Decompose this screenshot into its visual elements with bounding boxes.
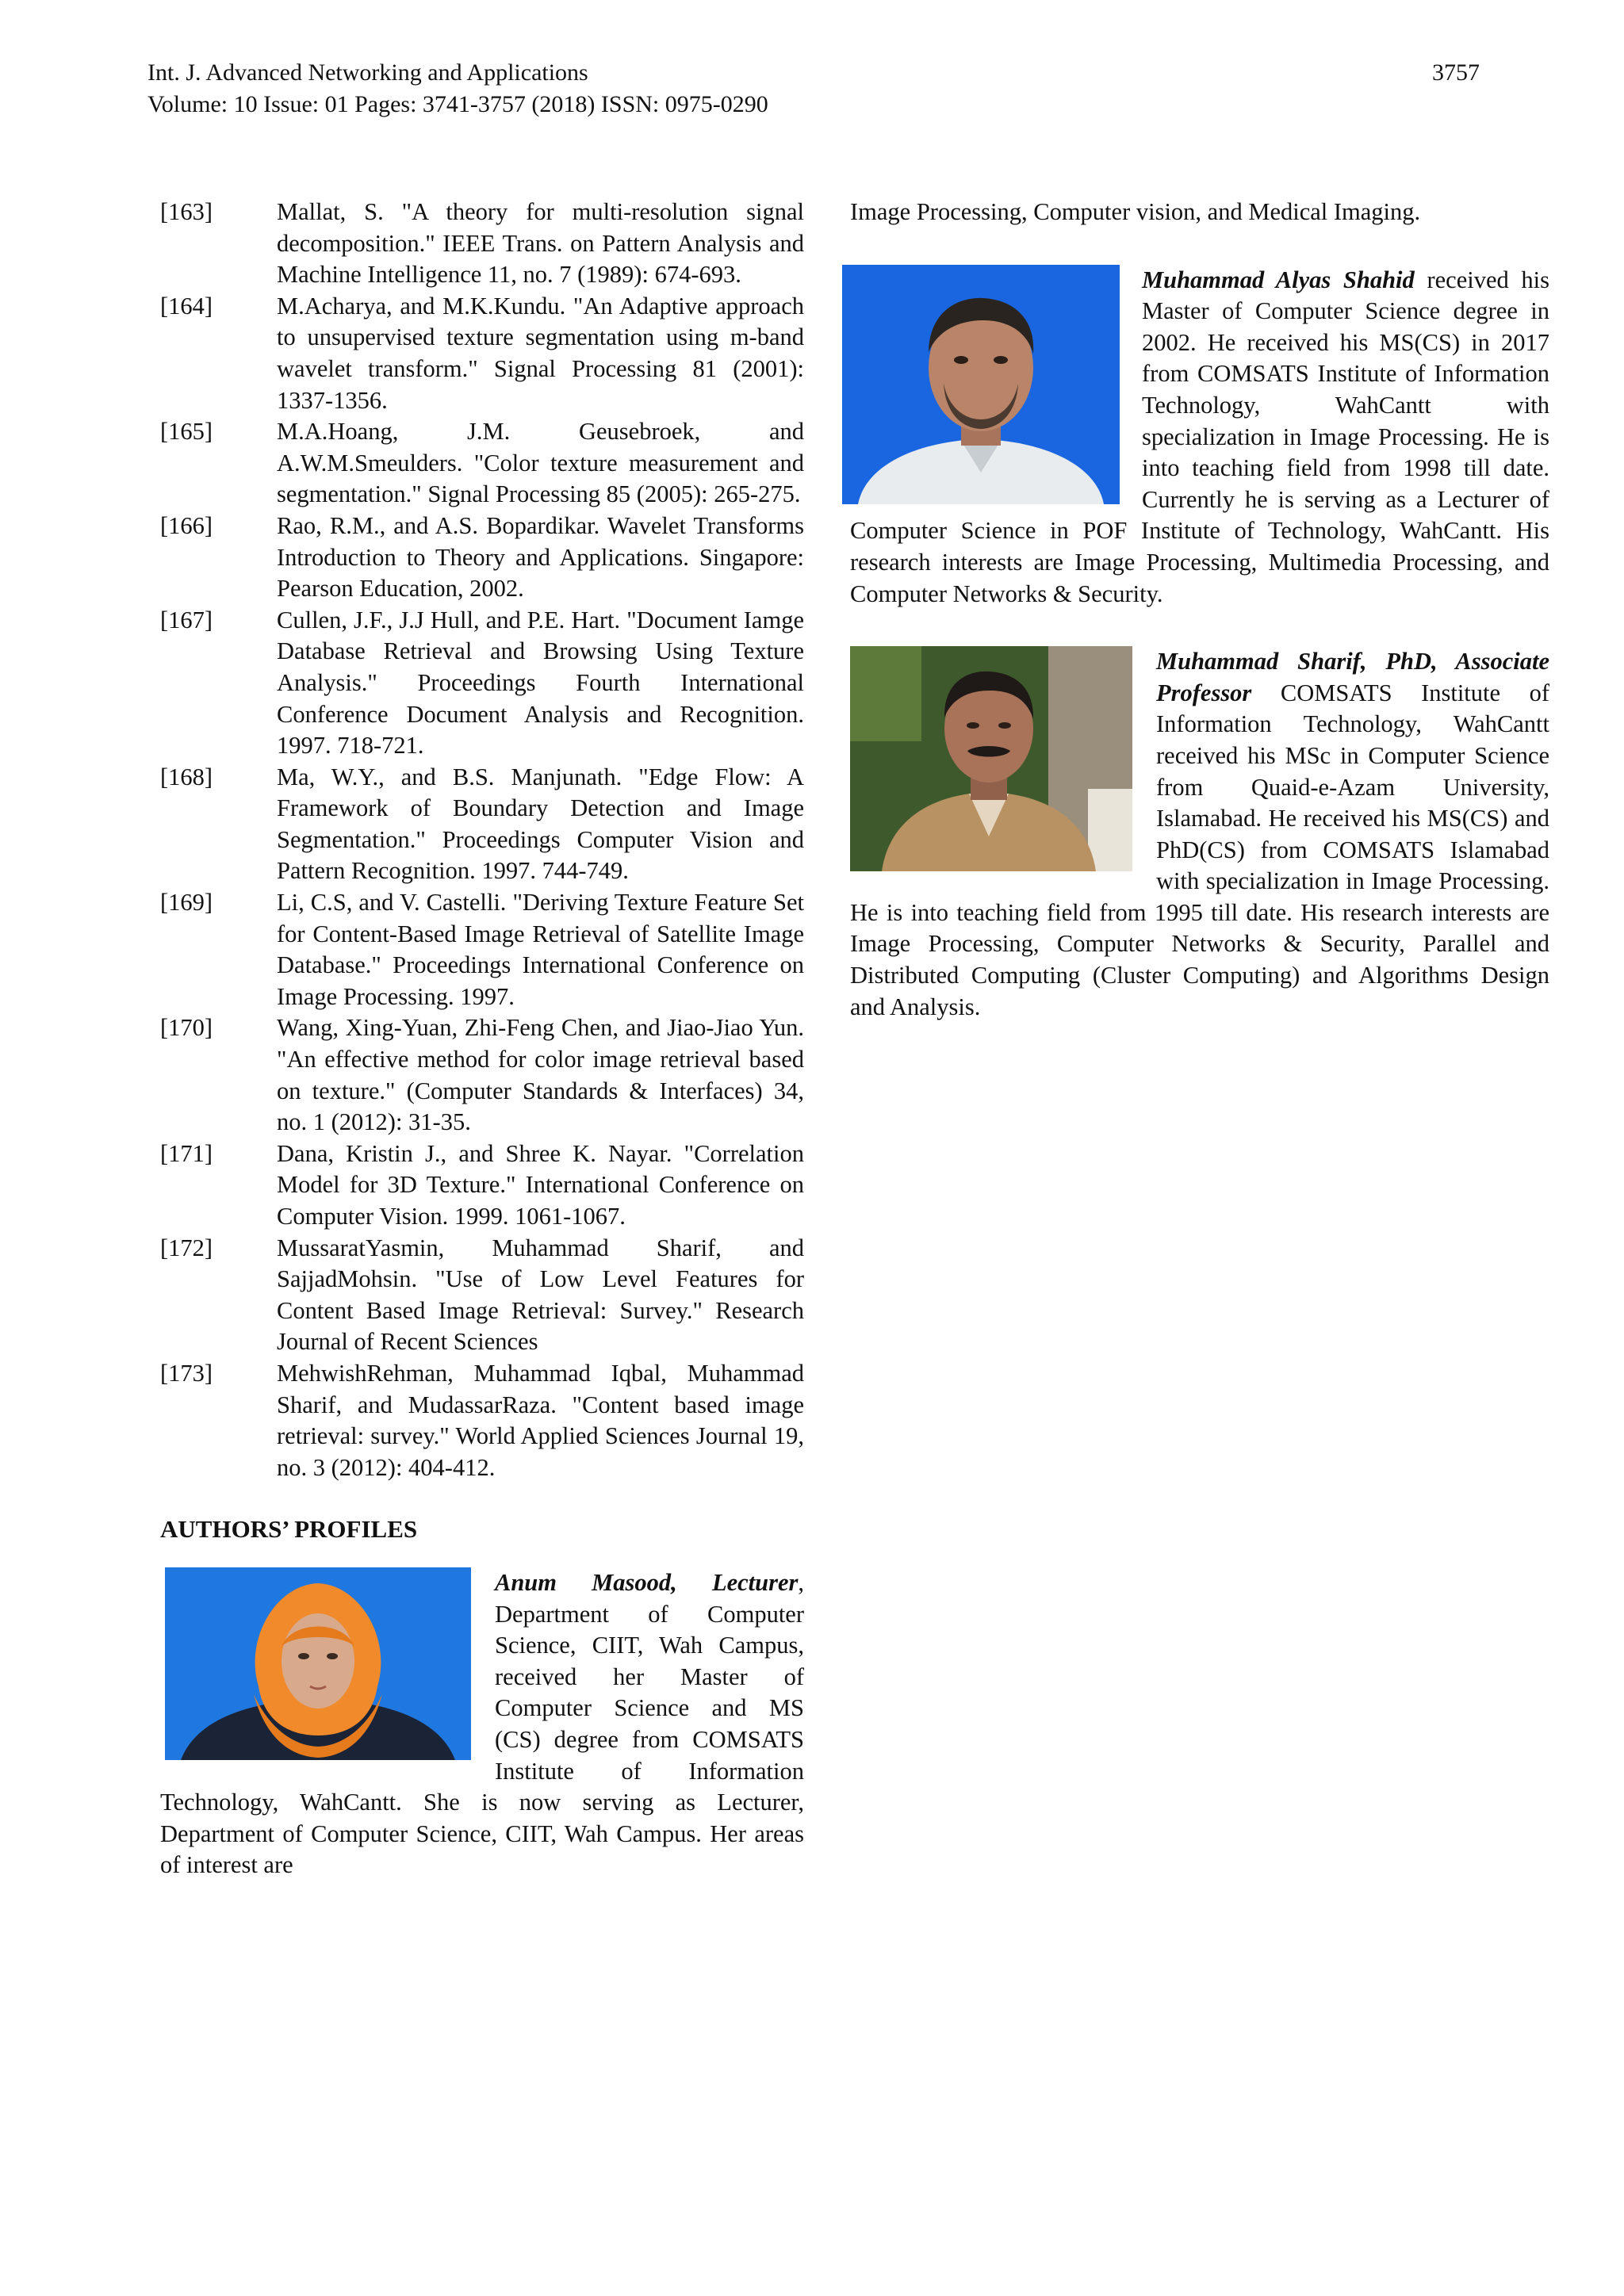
reference-text: Li, C.S, and V. Castelli. "Deriving Texture Feature Set for Content-Based Image Retrieval of Satellite Image Database." Proceedings International Conference on Image Processing. 1997. <box>277 889 804 1010</box>
reference-item <box>160 762 804 887</box>
page-number: 3757 <box>1432 59 1480 86</box>
reference-text: Rao, R.M., and A.S. Bopardikar. Wavelet Transforms Introduction to Theory and Applications. Singapore: Pearson Education, 2002. <box>277 511 804 603</box>
author-name: Muhammad Sharif, PhD, Associate Professor <box>1156 648 1549 706</box>
author-photo <box>850 646 1132 871</box>
reference-item <box>160 511 804 605</box>
reference-item <box>160 887 804 1012</box>
reference-number: [164] <box>160 292 213 320</box>
author-name-suffix: , <box>798 1568 804 1596</box>
reference-item <box>160 197 804 291</box>
reference-number: [166] <box>160 511 213 539</box>
reference-number: [167] <box>160 606 213 633</box>
reference-text: Dana, Kristin J., and Shree K. Nayar. "Correlation Model for 3D Texture." International Conference on Computer Vision. 1999. 1061-1067. <box>277 1139 804 1230</box>
reference-item <box>160 605 804 762</box>
reference-item <box>160 1358 804 1483</box>
reference-item <box>160 291 804 416</box>
author-bio: COMSATS Institute of Information Technology, WahCantt received his MSc in Computer Science from Quaid-e-Azam University, Islamabad. He received his MS(CS) and PhD(CS) from COMSATS Islamabad with specialization in Image Processing. He is into teaching field from 1995 till date. His research interests are Image Processing, Computer Networks & Security, Parallel and Distributed Computing (Cluster Computing) and Algorithms Design and Analysis. <box>850 679 1549 1020</box>
reference-number: [165] <box>160 418 213 446</box>
author-profile-anum-masood <box>160 1567 804 1881</box>
author-portrait-image <box>165 1567 471 1760</box>
reference-number: [169] <box>160 889 213 916</box>
reference-item <box>160 416 804 511</box>
reference-text: MehwishRehman, Muhammad Iqbal, Muhammad Sharif, and MudassarRaza. "Content based image retrieval: survey." World Applied Sciences Journal 19, no. 3 (2012): 404-412. <box>277 1359 804 1481</box>
reference-text: Cullen, J.F., J.J Hull, and P.E. Hart. "Document Iamge Database Retrieval and Browsing Using Texture Analysis." Proceedings Fourth International Conference Document Analysis and Recognition. 1997. 718-721. <box>277 606 804 760</box>
authors-section-title: AUTHORS’ PROFILES <box>160 1515 418 1544</box>
reference-number: [172] <box>160 1234 213 1261</box>
author-name: Muhammad Alyas Shahid <box>1142 266 1415 293</box>
author-bio: received his Master of Computer Science degree in 2002. He received his MS(CS) in 2017 from COMSATS Institute of Information Technology, WahCantt with specialization in Image Processing. He is into teaching field from 1998 till date. Currently he is serving as a Lecturer of Computer Science in POF Institute of Technology, WahCantt. His research interests are Image Processing, Multimedia Processing, and Computer Networks & Security. <box>850 266 1550 607</box>
reference-text: Mallat, S. "A theory for multi-resolution signal decomposition." IEEE Trans. on Pattern Analysis and Machine Intelligence 11, no. 7 (1989): 674-693. <box>277 198 804 289</box>
author-portrait-image <box>842 265 1120 504</box>
reference-text: M.Acharya, and M.K.Kundu. "An Adaptive approach to unsupervised texture segmentation using m-band wavelet transform." Signal Processing 81 (2001): 1337-1356. <box>277 292 804 414</box>
author-profile-alyas-shahid <box>850 265 1549 610</box>
reference-item <box>160 1012 804 1138</box>
reference-text: Ma, W.Y., and B.S. Manjunath. "Edge Flow: A Framework of Boundary Detection and Image Segmentation." Proceedings Computer Vision and Pattern Recognition. 1997. 744-749. <box>277 763 804 885</box>
reference-number: [163] <box>160 198 213 225</box>
left-column <box>160 197 804 1881</box>
profile-continuation: Image Processing, Computer vision, and Medical Imaging. <box>850 198 1421 225</box>
author-photo <box>842 265 1120 504</box>
author-photo <box>165 1567 471 1760</box>
reference-item <box>160 1233 804 1358</box>
running-header <box>147 57 1480 121</box>
author-profile-muhammad-sharif <box>850 646 1549 1023</box>
reference-item <box>160 1138 804 1233</box>
reference-text: M.A.Hoang, J.M. Geusebroek, and A.W.M.Smeulders. "Color texture measurement and segmentation." Signal Processing 85 (2005): 265-275. <box>277 418 804 508</box>
right-column <box>850 197 1549 1023</box>
reference-number: [171] <box>160 1139 213 1167</box>
volume-info: Volume: 10 Issue: 01 Pages: 3741-3757 (2018) ISSN: 0975-0290 <box>147 91 768 117</box>
reference-number: [168] <box>160 763 213 790</box>
reference-number: [173] <box>160 1359 213 1387</box>
author-portrait-image <box>850 646 1132 871</box>
journal-name: Int. J. Advanced Networking and Applications <box>147 59 588 86</box>
reference-text: MussaratYasmin, Muhammad Sharif, and SajjadMohsin. "Use of Low Level Features for Content Based Image Retrieval: Survey." Research Journal of Recent Sciences <box>277 1234 804 1356</box>
reference-list <box>160 197 804 1483</box>
author-bio: Department of Computer Science, CIIT, Wah Campus, received her Master of Computer Science and MS (CS) degree from COMSATS Institute of Information Technology, WahCantt. She is now serving as Lecturer, Department of Computer Science, CIIT, Wah Campus. Her areas of interest are <box>160 1600 804 1879</box>
reference-number: [170] <box>160 1014 213 1042</box>
author-name: Anum Masood, Lecturer <box>495 1568 799 1596</box>
reference-text: Wang, Xing-Yuan, Zhi-Feng Chen, and Jiao-Jiao Yun. "An effective method for color image retrieval based on texture." (Computer Standards & Interfaces) 34, no. 1 (2012): 31-35. <box>277 1014 804 1136</box>
